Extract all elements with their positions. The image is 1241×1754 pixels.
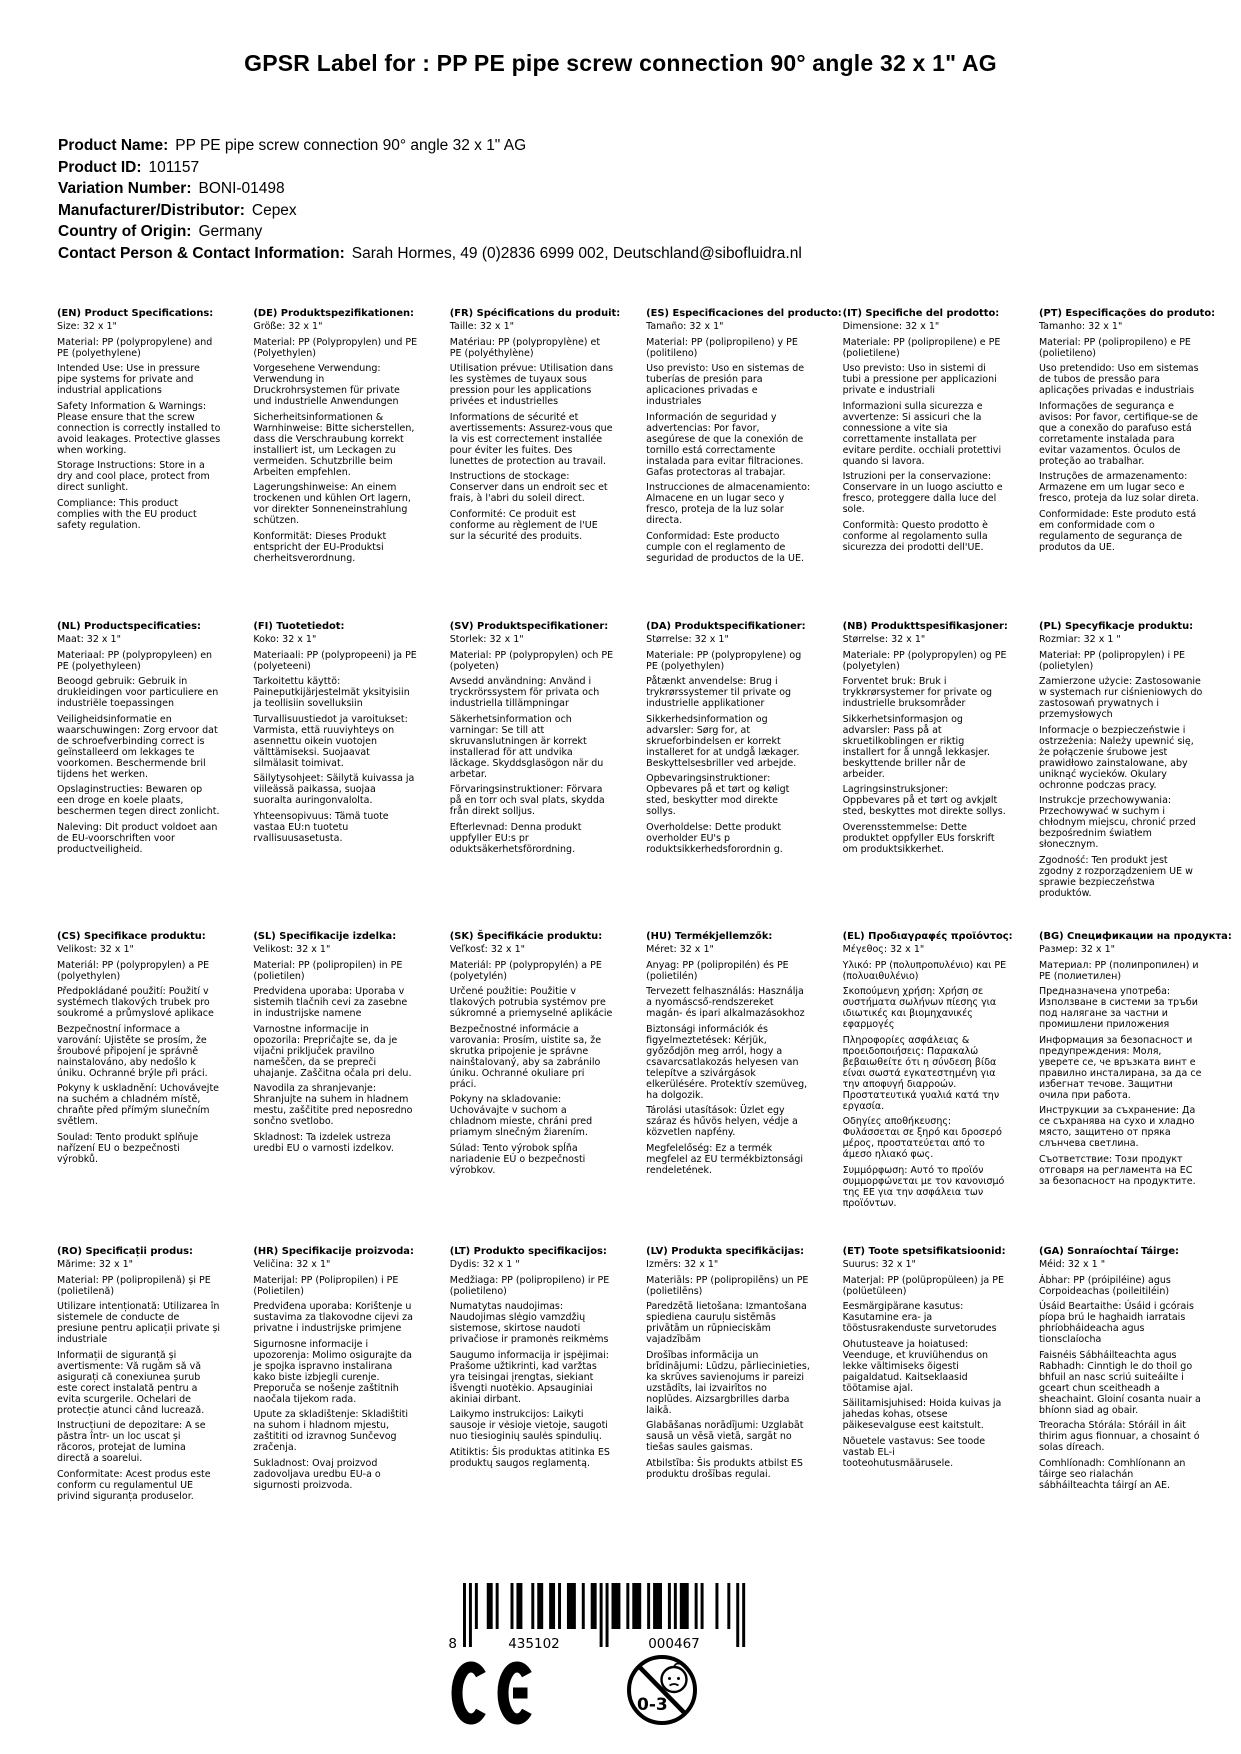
- spec-block-en: [57, 308, 221, 621]
- spec-block-pl: [1039, 621, 1203, 931]
- spec-paragraph: Pokyny na skladovanie: Uchovávajte v suchom a chladnom mieste, chráni pred priamym slnečným žiarením.: [449, 1094, 593, 1138]
- spec-paragraph: Yhteensopivuus: Tämä tuote vastaa EU:n tuotetu rvallisuusasetusta.: [253, 810, 389, 844]
- spec-heading: (CS) Specifikace produktu:: [57, 931, 206, 942]
- product-info-value: Sarah Hormes, 49 (0)2836 6999 002, Deutschland@sibofluidra.nl: [351, 244, 802, 262]
- spec-block-fi: [253, 621, 417, 931]
- spec-paragraph: Informazioni sulla sicurezza e avvertenze: Si assicuri che la connessione a vite sia correttamente installata per evitare perdite. occhiali protettivi quando si lavora.: [842, 400, 1002, 467]
- spec-paragraph: Lagringsinstruksjoner: Oppbevares på et tørt og avkjølt sted, beskyttes mot direkte sollys.: [842, 784, 1006, 817]
- spec-paragraph: Matériau: PP (polypropylène) et PE (polyéthylène): [449, 336, 601, 359]
- spec-paragraph: Sukladnost: Ovaj proizvod zadovoljava uredbu EU-a o sigurnosti proizvoda.: [253, 1457, 381, 1491]
- spec-paragraph: Materiaal: PP (polypropyleen) en PE (polyethyleen): [57, 649, 213, 672]
- spec-paragraph: Sigurnosne informacije i upozorenja: Molimo osigurajte da je spojka ispravno instalirana kako biste izbjegli curenje. Preporuča se nošenje zaštitnih naočala tijekom rada.: [253, 1338, 412, 1405]
- spec-paragraph: Conformitate: Acest produs este conform cu regulamentul UE privind siguranța produselor.: [57, 1468, 211, 1502]
- product-info-value: Cepex: [251, 201, 297, 219]
- spec-paragraph: Eesmärgipärane kasutus: Kasutamine era- ja tööstusrakenduste survetorudes: [842, 1301, 997, 1334]
- spec-paragraph: Informações de segurança e avisos: Por favor, certifique-se de que a conexão do parafuso está corretamente instalada para evitar vazamentos. Óculos de proteção ao trabalhar.: [1038, 400, 1198, 467]
- spec-paragraph: Forventet bruk: Bruk i trykkrørsystemer for private og industrielle bruksområder: [842, 676, 993, 709]
- spec-block-nl: [57, 621, 221, 931]
- barcode-digit-left: 8: [448, 1636, 457, 1651]
- spec-paragraph: Materiāls: PP (polipropilēns) un PE (polietilēns): [646, 1274, 809, 1297]
- product-info-label: Contact Person & Contact Information:: [58, 244, 345, 262]
- barcode-digit-group2: 000467: [648, 1636, 700, 1651]
- spec-heading: (EL) Προδιαγραφές προϊόντος:: [842, 931, 1013, 942]
- spec-paragraph: Dydis: 32 x 1 ": [449, 1259, 520, 1270]
- spec-paragraph: Materiał: PP (polipropylen) i PE (polietylen): [1038, 649, 1185, 672]
- spec-paragraph: Информация за безопасност и предупреждения: Моля, уверете се, че връзката винт е правилно инсталирана, за да се избегнат течове. Защитни очила при работа.: [1038, 1034, 1202, 1101]
- spec-paragraph: Úsáid Beartaithe: Úsáid i gcórais píopa brú le haghaidh iarratais phríobháideacha agus tionsclaíocha: [1038, 1301, 1194, 1345]
- spec-paragraph: Velikost: 32 x 1": [57, 944, 134, 955]
- spec-paragraph: Material: PP (polypropylene) and PE (polyethylene): [57, 336, 213, 359]
- spec-paragraph: Størrelse: 32 x 1": [646, 634, 729, 645]
- spec-paragraph: Størrelse: 32 x 1": [842, 634, 926, 645]
- spec-paragraph: Material: PP (polipropilenă) și PE (polietilenă): [57, 1274, 211, 1297]
- product-info-row: [58, 243, 802, 265]
- spec-paragraph: Size: 32 x 1": [57, 321, 117, 332]
- barcode-digit-group1: 435102: [508, 1636, 560, 1651]
- spec-heading: (ES) Especificaciones del producto:: [646, 308, 842, 319]
- product-info-value: BONI-01498: [198, 180, 285, 198]
- product-info-section: [58, 135, 802, 265]
- spec-block-sv: [450, 621, 614, 931]
- spec-paragraph: Инструкции за съхранение: Да се съхранява на сухо и хладно място, защитено от пряка слънчева светлина.: [1038, 1105, 1196, 1149]
- spec-paragraph: Säilitamisjuhised: Hoida kuivas ja jahedas kohas, otsese päikesevalguse eest kaitstult.: [842, 1398, 1002, 1431]
- spec-paragraph: Izmērs: 32 x 1": [646, 1259, 719, 1270]
- spec-paragraph: Numatytas naudojimas: Naudojimas slėgio vamzdžių sistemose, skirtose naudoti privačiose ir pramonės reikmėms: [449, 1301, 609, 1345]
- spec-paragraph: Ábhar: PP (próipiléine) agus Corpoideachas (poileitiléin): [1038, 1274, 1171, 1297]
- spec-heading: (LT) Produkto specifikacijos:: [449, 1246, 607, 1257]
- spec-paragraph: Предназначена употреба: Използване в системи за тръби под налягане за частни и промишлени приложения: [1038, 986, 1198, 1030]
- spec-paragraph: Storlek: 32 x 1": [449, 634, 524, 645]
- spec-paragraph: Πληροφορίες ασφάλειας & προειδοποιήσεις: Παρακαλώ βεβαιωθείτε ότι η σύνδεση βίδα είναι σωστά εγκατεστημένη για την αποφυγή διαρροών. Προστατευτικά γυαλιά κατά την εργασία.: [842, 1034, 1000, 1112]
- spec-paragraph: Συμμόρφωση: Αυτό το προϊόν συμμορφώνεται με τον κανονισμό της ΕΕ για την ασφάλεια των προϊόντων.: [842, 1164, 1005, 1209]
- spec-paragraph: Materjal: PP (polüpropüleen) ja PE (polüetüleen): [842, 1274, 1004, 1297]
- spec-paragraph: Conformità: Questo prodotto è conforme al regolamento sulla sicurezza dei prodotti dell'UE.: [842, 519, 988, 553]
- spec-paragraph: Lagerungshinweise: An einem trockenen und kühlen Ort lagern, vor direkter Sonneneinstrahlung schützen.: [253, 482, 411, 526]
- spec-paragraph: Sikkerhedsinformation og advarsler: Sørg for, at skrueforbindelsen er korrekt installeret for at undgå lækager. Beskyttelsesbriller ved arbejde.: [646, 713, 800, 769]
- spec-heading: (SL) Specifikacije izdelka:: [253, 931, 397, 942]
- spec-block-cs: [57, 931, 221, 1246]
- spec-paragraph: Uso previsto: Uso in sistemi di tubi a pressione per applicazioni private e industriali: [842, 363, 997, 396]
- spec-paragraph: Dimensione: 32 x 1": [842, 321, 940, 332]
- spec-paragraph: Tervezett felhasználás: Használja a nyomáscső-rendszereket magán- és ipari alkalmazásokhoz: [646, 986, 805, 1019]
- spec-paragraph: Opbevaringsinstruktioner: Opbevares på et tørt og køligt sted, beskytter mod direkte sollys.: [646, 773, 790, 817]
- spec-paragraph: Materijal: PP (Polipropilen) i PE (Polietilen): [253, 1274, 399, 1297]
- spec-paragraph: Glabāšanas norādījumi: Uzglabāt sausā un vēsā vietā, sargāt no tiešas saules gaismas.: [646, 1420, 804, 1453]
- spec-paragraph: Predviđena uporaba: Korištenje u sustavima za tlakovodne cijevi za privatne i industrijske primjene: [253, 1301, 413, 1334]
- product-info-row: [58, 135, 802, 157]
- baby-face-icon: [662, 1664, 687, 1692]
- spec-heading: (EN) Product Specifications:: [57, 308, 214, 319]
- spec-paragraph: Sikkerhetsinformasjon og advarsler: Pass på at skruetilkoblingen er riktig installert for å unngå lekkasjer. beskyttende briller når de arbeider.: [842, 713, 990, 780]
- barcode-bars: [463, 1583, 745, 1647]
- spec-paragraph: Materiale: PP (polypropylen) og PE (polyetylen): [842, 649, 1007, 672]
- spec-paragraph: Předpokládané použití: Použití v systémech tlakových trubek pro soukromé a průmyslové aplikace: [57, 986, 214, 1019]
- spec-paragraph: Anyag: PP (polipropilén) és PE (polietilén): [646, 959, 789, 982]
- product-info-label: Country of Origin:: [58, 223, 192, 241]
- spec-paragraph: Material: PP (polypropylen) och PE (polyeten): [449, 649, 614, 672]
- spec-block-da: [646, 621, 810, 931]
- spec-paragraph: Utilizare intenționată: Utilizarea în sistemele de conducte de presiune pentru aplicații private și industriale: [57, 1301, 221, 1345]
- spec-paragraph: Medžiaga: PP (polipropileno) ir PE (polietileno): [449, 1274, 610, 1297]
- product-info-label: Product Name:: [58, 137, 169, 154]
- spec-paragraph: Megfelelőség: Ez a termék megfelel az EU termékbiztonsági rendeletének.: [646, 1142, 804, 1176]
- spec-paragraph: Материал: PP (полипропилен) и PE (полиетилен): [1038, 959, 1199, 982]
- spec-paragraph: Conformité: Ce produit est conforme au règlement de l'UE sur la sécurité des produits.: [449, 508, 598, 542]
- spec-heading: (FR) Spécifications du produit:: [449, 308, 621, 319]
- spec-paragraph: Instrucciones de almacenamiento: Almacene en un lugar seco y fresco, proteja de la luz solar directa.: [646, 482, 811, 526]
- spec-paragraph: Skladnost: Ta izdelek ustreza uredbi EU o varnosti izdelkov.: [253, 1131, 394, 1154]
- spec-paragraph: Naleving: Dit product voldoet aan de EU-voorschriften voor productveiligheid.: [57, 821, 218, 855]
- spec-paragraph: Overensstemmelse: Dette produktet oppfyller EUs forskrift om produktsikkerhet.: [842, 821, 995, 855]
- spec-heading: (IT) Specifiche del prodotto:: [842, 308, 1000, 319]
- spec-paragraph: Zgodność: Ten produkt jest zgodny z rozporządzeniem UE w sprawie bezpieczeństwa produktów.: [1038, 854, 1193, 899]
- spec-paragraph: Méret: 32 x 1": [646, 944, 714, 955]
- spec-paragraph: Utilisation prévue: Utilisation dans les systèmes de tuyaux sous pression pour les applications privées et industrielles: [449, 363, 614, 407]
- spec-paragraph: Turvallisuustiedot ja varoitukset: Varmista, että ruuviyhteys on asennettu oikein vuotojen välttämiseksi. Suojaavat silmälasit toimivat.: [253, 713, 408, 769]
- product-info-value: PP PE pipe screw connection 90° angle 32 x 1" AG: [175, 137, 527, 154]
- product-info-value: 101157: [148, 158, 200, 176]
- spec-paragraph: Atitiktis: Šis produktas atitinka ES produktų saugos reglamentą.: [449, 1446, 610, 1469]
- product-info-row: [58, 221, 802, 243]
- spec-heading: (PT) Especificações do produto:: [1038, 308, 1216, 319]
- spec-paragraph: Material: PP (Polypropylen) und PE (Polyethylen): [253, 336, 418, 359]
- spec-paragraph: Σκοπούμενη χρήση: Χρήση σε συστήματα σωλήνων πίεσης για ιδιωτικές και βιομηχανικές εφαρμογές: [842, 986, 997, 1030]
- spec-paragraph: Μέγεθος: 32 x 1": [842, 944, 925, 955]
- spec-paragraph: Materiál: PP (polypropylen) a PE (polyethylen): [57, 959, 210, 982]
- spec-block-pt: [1038, 308, 1216, 621]
- spec-paragraph: Größe: 32 x 1": [253, 321, 323, 332]
- spec-paragraph: Biztonsági információk és figyelmeztetések: Kérjük, győződjön meg arról, hogy a csavarcsatlakozás helyesen van telepítve a szivárgások elkerülésére. Protektív szemüveg, ha dolgozik.: [646, 1023, 808, 1101]
- spec-paragraph: Koko: 32 x 1": [253, 634, 317, 645]
- spec-heading: (BG) Спецификации на продукта:: [1038, 931, 1232, 942]
- spec-paragraph: Sicherheitsinformationen & Warnhinweise: Bitte sicherstellen, dass die Verschraubung korrekt installiert ist, um Leckagen zu vermeiden. Schutzbrille beim Arbeiten empfehlen.: [253, 411, 415, 478]
- spec-paragraph: Konformität: Dieses Produkt entspricht der EU-Produktsi cherheitsverordnung.: [253, 530, 387, 564]
- spec-paragraph: Maat: 32 x 1": [57, 634, 121, 645]
- spec-heading: (PL) Specyfikacje produktu:: [1038, 621, 1194, 632]
- spec-paragraph: Upute za skladištenje: Skladištiti na suhom i hladnom mjestu, zaštititi od izravnog Sunčevog zračenja.: [253, 1409, 408, 1453]
- spec-paragraph: Efterlevnad: Denna produkt uppfyller EU:s pr oduktsäkerhetsförordning.: [449, 821, 582, 855]
- spec-paragraph: Nõuetele vastavus: See toode vastab EL-i tooteohutusmäärusele.: [842, 1435, 986, 1469]
- spec-heading: (ET) Toote spetsifikatsioonid:: [842, 1246, 1006, 1257]
- spec-paragraph: Opslaginstructies: Bewaren op een droge en koele plaats, beschermen tegen direct zonlicht.: [57, 784, 220, 817]
- spec-block-sk: [450, 931, 614, 1246]
- spec-paragraph: Materiál: PP (polypropylén) a PE (polyetylén): [449, 959, 602, 982]
- spec-paragraph: Material: PP (polipropileno) e PE (polietileno): [1038, 336, 1191, 359]
- spec-paragraph: Påtænkt anvendelse: Brug i trykrørssystemer til private og industrielle applikationer: [646, 676, 792, 709]
- spec-paragraph: Treoracha Stórála: Stóráil in áit thirim agus fionnuar, a chosaint ó solas díreach.: [1038, 1420, 1200, 1453]
- spec-block-ro: [57, 1246, 221, 1502]
- spec-paragraph: Storage Instructions: Store in a dry and cool place, protect from direct sunlight.: [57, 460, 210, 493]
- specs-grid: [57, 308, 1232, 1502]
- spec-paragraph: Predvidena uporaba: Uporaba v sistemih tlačnih cevi za zasebne in industrijske namene: [253, 986, 408, 1019]
- spec-paragraph: Navodila za shranjevanje: Shranjujte na suhem in hladnem mestu, zaščitite pred neposredno sončno svetlobo.: [253, 1083, 413, 1127]
- spec-heading: (HU) Termékjellemzők:: [646, 931, 773, 942]
- spec-block-sl: [253, 931, 417, 1246]
- spec-paragraph: Οδηγίες αποθήκευσης: Φυλάσσεται σε ξηρό και δροσερό μέρος, προστατεύεται από το άμεσο ηλιακό φως.: [842, 1116, 1002, 1160]
- spec-paragraph: Avsedd användning: Använd i tryckrörssystem för privata och industriella tillämpningar: [449, 676, 600, 709]
- spec-paragraph: Materiale: PP (polypropylene) og PE (polyethylen): [646, 649, 802, 672]
- spec-paragraph: Informations de sécurité et avertissements: Assurez-vous que la vis est correctement installée pour éviter les fuites. Des lunettes de protection au travail.: [449, 411, 613, 467]
- spec-paragraph: Velikost: 32 x 1": [253, 944, 331, 955]
- spec-paragraph: Conformidade: Este produto está em conformidade com o regulamento de segurança de produtos da UE.: [1038, 508, 1197, 553]
- ce-mark-icon: [451, 1660, 537, 1726]
- spec-paragraph: Material: PP (polipropilen) in PE (polietilen): [253, 959, 403, 982]
- spec-block-nb: [843, 621, 1007, 931]
- spec-paragraph: Размер: 32 x 1": [1038, 944, 1115, 955]
- spec-paragraph: Säilytysohjeet: Säilytä kuivassa ja viileässä paikassa, suojaa suoralta auringonvalolta.: [253, 773, 415, 806]
- spec-paragraph: Instrukcje przechowywania: Przechowywać w suchym i chłodnym miejscu, chronić przed bezpośrednim światłem słonecznym.: [1038, 795, 1196, 850]
- spec-block-es: [646, 308, 842, 621]
- spec-heading: (NB) Produkttspesifikasjoner:: [842, 621, 1008, 632]
- spec-paragraph: Pokyny k uskladnění: Uchovávejte na suchém a chladném místě, chraňte před přímým slunečním světlem.: [57, 1083, 220, 1127]
- spec-block-bg: [1038, 931, 1232, 1246]
- spec-paragraph: Instrucțiuni de depozitare: A se păstra într- un loc uscat și răcoros, protejat de lumina directă a soarelui.: [57, 1420, 206, 1464]
- spec-paragraph: Съответствие: Този продукт отговаря на регламента на ЕС за безопасност на продуктите.: [1038, 1153, 1196, 1187]
- spec-paragraph: Instructions de stockage: Conserver dans un endroit sec et frais, à l'abri du soleil direct.: [449, 471, 608, 504]
- spec-block-hu: [646, 931, 810, 1246]
- spec-paragraph: Uso pretendido: Uso em sistemas de tubos de pressão para aplicações privadas e industriais: [1038, 363, 1199, 396]
- spec-paragraph: Vorgesehene Verwendung: Verwendung in Druckrohrsystemen für private und industrielle Anwendungen: [253, 363, 400, 407]
- spec-paragraph: Overholdelse: Dette produkt overholder EU's p roduktsikkerhedsforordnin g.: [646, 821, 783, 855]
- spec-paragraph: Súlad: Tento výrobok spĺňa nariadenie EÚ o bezpečnosti výrobkov.: [449, 1142, 586, 1176]
- age-warning-label: 0-3: [637, 1695, 668, 1715]
- spec-paragraph: Intended Use: Use in pressure pipe systems for private and industrial applications: [57, 363, 200, 396]
- spec-paragraph: Určené použitie: Použitie v tlakových potrubia systémov pre súkromné a priemyselné aplikácie: [449, 986, 613, 1019]
- spec-paragraph: Soulad: Tento produkt splňuje nařízení EU o bezpečnosti výrobků.: [57, 1131, 199, 1165]
- spec-paragraph: Bezpečnostní informace a varování: Ujistěte se prosím, že šroubové připojení je správně nainstalováno, aby nedošlo k úniku. Ochranné brýle při práci.: [57, 1023, 208, 1079]
- spec-heading: (SK) Špecifikácie produktu:: [449, 931, 603, 942]
- spec-paragraph: Laikymo instrukcijos: Laikyti sausoje ir vėsioje vietoje, saugoti nuo tiesioginių saulės spindulių.: [449, 1409, 608, 1442]
- product-info-row: [58, 157, 802, 179]
- spec-paragraph: Rozmiar: 32 x 1 ": [1038, 634, 1121, 645]
- spec-block-fr: [449, 308, 621, 621]
- spec-paragraph: Materiale: PP (polipropilene) e PE (polietilene): [842, 336, 1001, 359]
- spec-paragraph: Varnostne informacije in opozorila: Prepričajte se, da je vijačni priključek pravilno nameščen, da se prepreči uhajanje. Zaščitna očala pri delu.: [253, 1023, 412, 1079]
- spec-paragraph: Faisnéis Sábháilteachta agus Rabhadh: Cinntigh le do thoil go bhfuil an nasc scriú suiteáilte i gceart chun sceitheadh a sheachaint. Gloiní cosanta nuair a bhíonn siad ag obair.: [1038, 1349, 1201, 1416]
- spec-paragraph: Zamierzone użycie: Zastosowanie w systemach rur ciśnieniowych do zastosowań prywatnych i przemysłowych: [1038, 676, 1203, 720]
- spec-heading: (DE) Produktspezifikationen:: [253, 308, 414, 319]
- spec-block-de: [253, 308, 417, 621]
- product-info-row: [58, 178, 802, 200]
- spec-paragraph: Veličina: 32 x 1": [253, 1259, 331, 1270]
- spec-paragraph: Información de seguridad y advertencias: Por favor, asegúrese de que la conexión de tornillo está correctamente instalada para evitar filtraciones. Gafas protectoras al trabajar.: [646, 411, 804, 478]
- spec-block-lv: [646, 1246, 810, 1502]
- page-title: GPSR Label for : PP PE pipe screw connection 90° angle 32 x 1" AG: [244, 50, 997, 76]
- spec-paragraph: Compliance: This product complies with the EU product safety regulation.: [57, 497, 197, 531]
- spec-heading: (NL) Productspecificaties:: [57, 621, 201, 632]
- spec-paragraph: Informacje o bezpieczeństwie i ostrzeżenia: Należy upewnić się, że połączenie śrubowe jest prawidłowo zainstalowane, aby uniknąć wycieków. Okulary ochronne podczas pracy.: [1038, 724, 1194, 791]
- product-info-label: Variation Number:: [58, 180, 192, 198]
- spec-paragraph: Bezpečnostné informácie a varovania: Prosím, uistite sa, že skrutka pripojenie je správne nainštalovaný, aby sa zabránilo úniku. Ochranné okuliare pri práci.: [449, 1023, 602, 1090]
- spec-paragraph: Υλικό: PP (πολυπροπυλένιο) και PE (πολυαιθυλένιο): [842, 959, 1007, 982]
- spec-paragraph: Paredzētā lietošana: Izmantošana spiediena cauruļu sistēmās privātām un rūpnieciskām vajadzībām: [646, 1301, 807, 1345]
- spec-paragraph: Materiaali: PP (polypropeeni) ja PE (polyeteeni): [253, 649, 417, 672]
- spec-heading: (SV) Produktspecifikationer:: [449, 621, 609, 632]
- spec-paragraph: Veľkosť: 32 x 1": [449, 944, 525, 955]
- spec-paragraph: Tarkoitettu käyttö: Paineputkijärjestelmät yksityisiin ja teollisiin sovelluksiin: [253, 676, 410, 709]
- spec-paragraph: Comhlíonadh: Comhlíonann an táirge seo rialachán sábháilteachta táirgí an AE.: [1038, 1457, 1186, 1491]
- spec-block-it: [843, 308, 1007, 621]
- spec-paragraph: Uso previsto: Uso en sistemas de tuberías de presión para aplicaciones privadas e industriales: [646, 363, 805, 407]
- spec-paragraph: Instruções de armazenamento: Armazene em um lugar seco e fresco, proteja da luz solar direta.: [1038, 471, 1199, 504]
- spec-paragraph: Safety Information & Warnings: Please ensure that the screw connection is correctly installed to avoid leakages. Protective glasses when working.: [57, 400, 221, 456]
- spec-paragraph: Taille: 32 x 1": [449, 321, 514, 332]
- spec-paragraph: Tamaño: 32 x 1": [646, 321, 724, 332]
- spec-heading: (LV) Produkta specifikācijas:: [646, 1246, 805, 1257]
- product-info-label: Manufacturer/Distributor:: [58, 201, 245, 219]
- spec-heading: (GA) Sonraíochtaí Táirge:: [1038, 1246, 1179, 1257]
- spec-paragraph: Förvaringsinstruktioner: Förvara på en torr och sval plats, skydda från direkt solljus.: [449, 784, 605, 817]
- spec-paragraph: Veiligheidsinformatie en waarschuwingen: Zorg ervoor dat de schroefverbinding correct is geïnstalleerd om lekkages te voorkomen. Beschermende bril tijdens het werken.: [57, 713, 218, 780]
- spec-paragraph: Material: PP (polipropileno) y PE (politileno): [646, 336, 798, 359]
- spec-heading: (DA) Produktspecifikationer:: [646, 621, 806, 632]
- spec-paragraph: Drošības informācija un brīdinājumi: Lūdzu, pārliecinieties, ka skrūves savienojums ir pareizi uzstādīts, lai izvairītos no noplūdes. Aizsargbrilles darba laikā.: [646, 1349, 810, 1416]
- spec-paragraph: Conformidad: Este producto cumple con el reglamento de seguridad de productos de la UE.: [646, 530, 805, 564]
- spec-paragraph: Atbilstība: Šis produkts atbilst ES produktu drošības regulai.: [646, 1457, 803, 1480]
- spec-paragraph: Tárolási utasítások: Üzlet egy száraz és hűvös helyen, védje a közvetlen napfény.: [646, 1105, 798, 1138]
- spec-paragraph: Istruzioni per la conservazione: Conservare in un luogo asciutto e fresco, proteggere dalla luce del sole.: [842, 471, 1003, 515]
- ean13-barcode: [432, 1583, 752, 1651]
- spec-paragraph: Beoogd gebruik: Gebruik in drukleidingen voor particuliere en industriële toepassingen: [57, 676, 219, 709]
- spec-paragraph: Mărime: 32 x 1": [57, 1259, 134, 1270]
- product-info-row: [58, 200, 802, 222]
- spec-paragraph: Informații de siguranță și avertismente: Vă rugăm să vă asigurați că conexiunea șurub este corect instalată pentru a evita scurgerile. Ochelari de protecție atunci când lucrează.: [57, 1349, 205, 1416]
- product-info-label: Product ID:: [58, 158, 142, 176]
- spec-paragraph: Méid: 32 x 1 ": [1038, 1259, 1106, 1270]
- spec-paragraph: Saugumo informacija ir įspėjimai: Prašome užtikrinti, kad varžtas yra teisingai įrengtas, siekiant išvengti nuotėkio. Apsauginiai akiniai dirbant.: [449, 1349, 609, 1405]
- spec-paragraph: Suurus: 32 x 1": [842, 1259, 916, 1270]
- spec-paragraph: Tamanho: 32 x 1": [1038, 321, 1123, 332]
- spec-heading: (FI) Tuotetiedot:: [253, 621, 345, 632]
- spec-block-lt: [450, 1246, 614, 1502]
- product-info-value: Germany: [198, 223, 263, 241]
- spec-paragraph: Säkerhetsinformation och varningar: Se till att skruvanslutningen är korrekt installerad för att undvika läckage. Skyddsglasögon när du arbetar.: [449, 713, 604, 780]
- spec-block-et: [843, 1246, 1007, 1502]
- age-warning-0-3-icon: [624, 1652, 700, 1728]
- spec-block-hr: [253, 1246, 417, 1502]
- spec-heading: (RO) Specificații produs:: [57, 1246, 193, 1257]
- spec-block-ga: [1039, 1246, 1203, 1502]
- spec-paragraph: Ohutusteave ja hoiatused: Veenduge, et kruviühendus on lekke vältimiseks õigesti paigaldatud. Kaitseklaasid töötamise ajal.: [842, 1338, 989, 1394]
- spec-heading: (HR) Specifikacije proizvoda:: [253, 1246, 414, 1257]
- spec-block-el: [842, 931, 1013, 1246]
